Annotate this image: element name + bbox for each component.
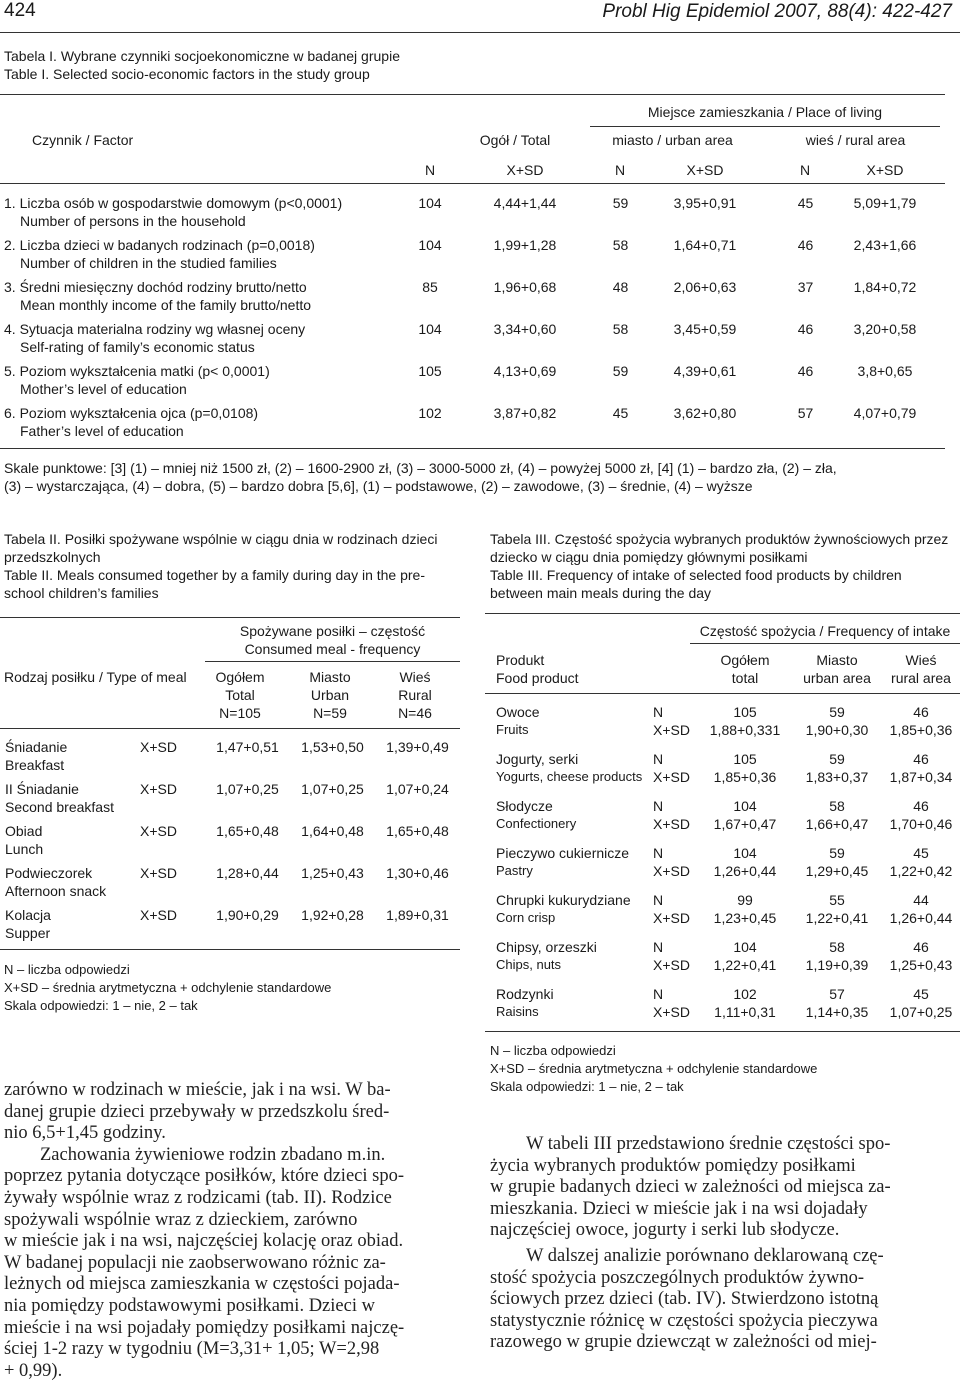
table3-product-en: Yogurts, cheese products	[496, 769, 643, 784]
table2-cell: 1,47+0,51	[216, 739, 279, 755]
table1-cell: 1,64+0,71	[673, 237, 737, 253]
table3-value-cell: 1,90+0,30	[805, 722, 869, 738]
table3-n-cell: 44	[913, 892, 929, 908]
table2-cell: 1,28+0,44	[216, 865, 279, 881]
body-right-line: stość spożycia poszczególnych produktów żywno-	[490, 1267, 865, 1288]
table3-n-cell: 104	[733, 939, 757, 955]
table2-meal-pl: Śniadanie	[5, 739, 68, 755]
table1-total-header: Ogół / Total	[479, 132, 551, 148]
body-left-line: W badanej populacji nie zaobserwowano różnic za-	[4, 1252, 386, 1273]
table3-product-en: Corn crisp	[496, 910, 556, 925]
table2-cell: 1,90+0,29	[216, 907, 279, 923]
table1-cell: 3,95+0,91	[673, 195, 737, 211]
table1-xsd-rural: X+SD	[866, 162, 904, 178]
table3-n-cell: 58	[829, 798, 845, 814]
table3-xsd-label: X+SD	[653, 816, 690, 832]
table1-cell: 59	[612, 195, 629, 211]
body-left-line: nia pomiędzy podstawowymi posiłkami. Dzieci w	[4, 1296, 375, 1316]
table1-cell: 46	[797, 237, 814, 253]
table1-factor-pl: 3. Średni miesięczny dochód rodziny brutto/netto	[4, 279, 307, 295]
body-right-line: W dalszej analizie porównano deklarowaną czę-	[526, 1246, 884, 1266]
table2-meal-en: Afternoon snack	[5, 883, 107, 899]
table1-cell: 1,99+1,28	[493, 237, 557, 253]
table3-xsd-label: X+SD	[653, 722, 690, 738]
table3-product-en: Fruits	[496, 722, 529, 737]
table2-xsd: X+SD	[140, 781, 177, 797]
table3-value-cell: 1,85+0,36	[713, 769, 777, 785]
table3-n-cell: 46	[913, 939, 929, 955]
table3-n-label: N	[653, 986, 664, 1002]
table2-cell: 1,25+0,43	[301, 865, 364, 881]
table1-cell: 45	[797, 195, 814, 211]
table2-meal-pl: Kolacja	[5, 907, 51, 923]
table1-xsd-urban: X+SD	[686, 162, 724, 178]
table3-product-pl: Chrupki kukurydziane	[496, 892, 631, 908]
body-right-line: mieszkania. Dzieci w mieście jak i na wsi dojadały	[490, 1198, 868, 1219]
table1-rural-header: wieś / rural area	[805, 132, 906, 148]
table2-meal-pl: II Śniadanie	[5, 781, 79, 797]
table1-cell: 3,45+0,59	[673, 321, 737, 337]
table2-freq-rule	[205, 661, 460, 662]
table2-caption-l4: school children’s families	[4, 585, 159, 601]
table3-n-cell: 45	[913, 986, 929, 1002]
table1-cell: 104	[418, 321, 442, 337]
table3-value-cell: 1,29+0,45	[805, 863, 869, 879]
table2-cell: 1,07+0,25	[216, 781, 279, 797]
table3-value-cell: 1,26+0,44	[713, 863, 777, 879]
table1-factor-en: Self-rating of family’s economic status	[20, 339, 255, 355]
body-left-line: w mieście jak i na wsi, najczęściej kolację oraz obiad.	[4, 1231, 404, 1252]
table3-n-cell: 59	[829, 751, 845, 767]
table1-cell: 3,62+0,80	[673, 405, 737, 421]
table1-caption-pl: Tabela I. Wybrane czynniki socjoekonomiczne w badanej grupie	[4, 48, 400, 64]
table1-factor-en: Mean monthly income of the family brutto/netto	[20, 297, 312, 313]
table2-cell: 1,65+0,48	[386, 823, 449, 839]
table2-cell: 1,39+0,49	[386, 739, 449, 755]
table1-cell: 58	[612, 237, 629, 253]
table3-note-n: N – liczba odpowiedzi	[490, 1043, 616, 1058]
table1-cell: 3,8+0,65	[857, 363, 913, 379]
table3-col2-l2: urban area	[803, 670, 871, 686]
table3-n-cell: 105	[733, 704, 757, 720]
table3-col3-l1: Wieś	[905, 652, 937, 668]
table2-caption-l3: Table II. Meals consumed together by a family during day in the pre-	[4, 567, 425, 583]
body-left-line: spożywali wspólnie wraz z dzieckiem, zarówno	[4, 1209, 358, 1230]
table3-product-en: Raisins	[496, 1004, 539, 1019]
table1-place-header: Miejsce zamieszkania / Place of living	[647, 104, 883, 120]
table2-meal-en: Lunch	[5, 841, 44, 857]
table1-bottom-rule	[0, 448, 945, 449]
table1-top-rule	[0, 94, 945, 95]
table1-cell: 48	[612, 279, 629, 295]
table1-cell: 4,44+1,44	[493, 195, 557, 211]
table3-n-cell: 104	[733, 845, 757, 861]
body-right-line: ściowych przez dzieci (tab. IV). Stwierdzono istotną	[490, 1289, 879, 1310]
body-right-line: w grupie badanych dzieci w zależności od miejsca za-	[490, 1177, 891, 1198]
body-right-line: najczęściej owoce, jogurty i serki lub słodycze.	[490, 1220, 840, 1241]
table1-n-total: N	[425, 162, 436, 178]
table3-n-cell: 105	[733, 751, 757, 767]
table1-cell: 3,20+0,58	[853, 321, 917, 337]
table2-note-n: N – liczba odpowiedzi	[4, 962, 130, 977]
table3-n-label: N	[653, 939, 664, 955]
table2-meal-en: Breakfast	[5, 757, 65, 773]
table3-n-label: N	[653, 704, 664, 720]
table1-scale-note-1: Skale punktowe: [3] (1) – mniej niż 1500 zł, (2) – 1600-2900 zł, (3) – 3000-5000 zł, (4) – powyżej 5000 zł, [4] (1) – bardzo zła, (2) – zła,	[4, 460, 837, 476]
table3-caption-l3: Table III. Frequency of intake of selected food products by children	[490, 567, 902, 583]
body-left-line: zarówno w rodzinach w mieście, jak i na wsi. W ba-	[4, 1080, 391, 1100]
table1-xsd-total: X+SD	[506, 162, 544, 178]
table2-caption-l2: przedszkolnych	[4, 549, 101, 565]
journal-reference: Probl Hig Epidemiol 2007, 88(4): 422-427	[602, 1, 952, 22]
table3-product-pl: Owoce	[496, 704, 540, 720]
table3-value-cell: 1,85+0,36	[889, 722, 953, 738]
table3-top-rule	[485, 613, 960, 614]
table3-xsd-label: X+SD	[653, 769, 690, 785]
table3-value-cell: 1,87+0,34	[889, 769, 953, 785]
table3-n-label: N	[653, 892, 664, 908]
table2-note-scale: Skala odpowiedzi: 1 – nie, 2 – tak	[4, 998, 198, 1013]
table1-factor-pl: 5. Poziom wykształcenia matki (p< 0,0001)	[4, 363, 270, 379]
table2-col1-l3: N=105	[219, 705, 261, 721]
table2-meal-pl: Obiad	[5, 823, 43, 839]
table1-cell: 5,09+1,79	[853, 195, 917, 211]
body-left-line: nio 6,5+1,45 godziny.	[4, 1123, 166, 1144]
table1-cell: 102	[418, 405, 442, 421]
table3-caption-l4: between main meals during the day	[490, 585, 712, 601]
table1-cell: 58	[612, 321, 629, 337]
table3-n-cell: 45	[913, 845, 929, 861]
table3-value-cell: 1,83+0,37	[805, 769, 869, 785]
table1-urban-header: miasto / urban area	[612, 132, 733, 148]
body-left-line: Zachowania żywieniowe rodzin zbadano m.in.	[40, 1144, 386, 1165]
table1-cell: 1,96+0,68	[493, 279, 557, 295]
table1-cell: 37	[797, 279, 814, 295]
table3-value-cell: 1,88+0,331	[709, 722, 781, 738]
table2-cell: 1,07+0,24	[386, 781, 449, 797]
table2-col2-l3: N=59	[313, 705, 347, 721]
body-right-line: życia wybranych produktów pomiędzy posiłkami	[490, 1155, 856, 1176]
table1-cell: 3,34+0,60	[493, 321, 557, 337]
table2-cell: 1,53+0,50	[301, 739, 364, 755]
table2-cell: 1,65+0,48	[216, 823, 279, 839]
body-right-line: statystycznie różnicę w częstości spożycia pieczywa	[490, 1310, 878, 1331]
table2-meal-pl: Podwieczorek	[5, 865, 93, 881]
table3-n-cell: 99	[737, 892, 753, 908]
table2-xsd: X+SD	[140, 739, 177, 755]
table2-top-rule	[0, 617, 460, 618]
table3-value-cell: 1,07+0,25	[889, 1004, 953, 1020]
table1-factor-en: Number of children in the studied families	[20, 255, 277, 271]
table1-cell: 4,07+0,79	[853, 405, 917, 421]
table3-product-en: Pastry	[496, 863, 533, 878]
table2-cell: 1,07+0,25	[301, 781, 364, 797]
table3-n-cell: 46	[913, 704, 929, 720]
table1-factor-pl: 4. Sytuacja materialna rodziny wg własnej oceny	[4, 321, 306, 337]
table1-factor-pl: 1. Liczba osób w gospodarstwie domowym (p<0,0001)	[4, 195, 343, 211]
table3-value-cell: 1,22+0,41	[805, 910, 869, 926]
table3-col1-l2: total	[731, 670, 759, 686]
table3-product-pl: Jogurty, serki	[496, 751, 579, 767]
table2-col2-l2: Urban	[310, 687, 350, 703]
table1-factor-pl: 6. Poziom wykształcenia ojca (p=0,0108)	[4, 405, 259, 421]
table1-cell: 2,43+1,66	[853, 237, 917, 253]
body-left-line: danej grupie dzieci przebywały w przedszkolu śred-	[4, 1101, 390, 1122]
table1-scale-note-2: (3) – wystarczająca, (4) – dobra, (5) – bardzo dobra [5,6], (1) – podstawowe, (2) – zawodowe, (3) – średnie, (4) – wyższe	[4, 478, 753, 494]
table2-header-rule	[0, 728, 460, 729]
table1-n-rural: N	[800, 162, 811, 178]
table2-cell: 1,30+0,46	[386, 865, 449, 881]
table3-xsd-label: X+SD	[653, 957, 690, 973]
table2-col1-l2: Total	[225, 687, 255, 703]
table3-value-cell: 1,26+0,44	[889, 910, 953, 926]
table1-cell: 104	[418, 195, 442, 211]
table3-product-en: Confectionery	[496, 816, 577, 831]
table3-n-label: N	[653, 845, 664, 861]
table2-col1-l1: Ogółem	[215, 669, 265, 685]
table1-cell: 104	[418, 237, 442, 253]
table3-xsd-label: X+SD	[653, 863, 690, 879]
table1-cell: 4,39+0,61	[673, 363, 737, 379]
body-left-line: + 0,99).	[4, 1360, 63, 1381]
table2-caption-l1: Tabela II. Posiłki spożywane wspólnie w ciągu dnia w rodzinach dzieci	[4, 531, 438, 547]
table3-value-cell: 1,25+0,43	[889, 957, 953, 973]
table1-factor-en: Mother’s level of education	[20, 381, 187, 397]
table1-cell: 4,13+0,69	[493, 363, 557, 379]
table2-freq-pl: Spożywane posiłki – częstość	[239, 623, 426, 639]
page-number: 424	[4, 0, 36, 21]
table3-note-scale: Skala odpowiedzi: 1 – nie, 2 – tak	[490, 1079, 684, 1094]
table3-value-cell: 1,67+0,47	[713, 816, 777, 832]
table3-n-cell: 57	[829, 986, 845, 1002]
table3-n-label: N	[653, 798, 664, 814]
table2-col2-l1: Miasto	[309, 669, 351, 685]
table3-n-cell: 58	[829, 939, 845, 955]
table3-n-cell: 102	[733, 986, 757, 1002]
table1-caption-en: Table I. Selected socio-economic factors in the study group	[4, 66, 370, 82]
table3-n-cell: 46	[913, 798, 929, 814]
table2-col3-l3: N=46	[398, 705, 432, 721]
table3-n-cell: 59	[829, 845, 845, 861]
table1-cell: 59	[612, 363, 629, 379]
table3-header-rule	[485, 693, 960, 694]
body-left-line: żywały wspólnie wraz z rodzicami (tab. II). Rodzice	[4, 1188, 392, 1208]
table2-xsd: X+SD	[140, 907, 177, 923]
table1-header-rule	[0, 183, 945, 184]
header-rule	[0, 32, 960, 33]
table3-product-en: Chips, nuts	[496, 957, 562, 972]
table2-col3-l1: Wieś	[399, 669, 431, 685]
body-left-line: poprzez pytania dotyczące posiłków, które dzieci spo-	[4, 1166, 404, 1187]
table3-note-xsd: X+SD – średnia arytmetyczna + odchylenie standardowe	[490, 1061, 818, 1076]
table3-xsd-label: X+SD	[653, 1004, 690, 1020]
body-right-line: razowego w grupie dziewcząt w zależności od miej-	[490, 1332, 877, 1353]
table1-cell: 85	[422, 279, 438, 295]
table2-note-xsd: X+SD – średnia arytmetyczna + odchylenie standardowe	[4, 980, 332, 995]
table2-cell: 1,92+0,28	[301, 907, 364, 923]
table2-xsd: X+SD	[140, 865, 177, 881]
table3-value-cell: 1,11+0,31	[714, 1004, 776, 1020]
table1-n-urban: N	[615, 162, 626, 178]
body-right-line: W tabeli III przedstawiono średnie częstości spo-	[526, 1134, 891, 1154]
table3-n-cell: 59	[829, 704, 845, 720]
table2-xsd: X+SD	[140, 823, 177, 839]
table3-xsd-label: X+SD	[653, 910, 690, 926]
table3-product-pl: Rodzynki	[496, 986, 554, 1002]
table3-product-pl: Słodycze	[496, 798, 553, 814]
table1-cell: 105	[418, 363, 442, 379]
table1-cell: 46	[797, 363, 814, 379]
table3-product-en: Food product	[496, 670, 579, 686]
table3-col2-l1: Miasto	[816, 652, 858, 668]
table1-cell: 45	[612, 405, 629, 421]
table1-cell: 2,06+0,63	[673, 279, 737, 295]
table3-product-pl: Pieczywo cukiernicze	[496, 845, 630, 861]
table2-cell: 1,64+0,48	[301, 823, 364, 839]
table3-n-cell: 46	[913, 751, 929, 767]
table2-meal-en: Supper	[5, 925, 51, 941]
table2-freq-en: Consumed meal - frequency	[244, 641, 421, 657]
table1-place-rule	[590, 126, 940, 127]
table1-factor-header: Czynnik / Factor	[32, 132, 134, 148]
table3-bottom-rule	[485, 1031, 960, 1032]
table3-col1-l1: Ogółem	[720, 652, 770, 668]
body-left-line: leżnych od miejsca zamieszkania w częstości pojada-	[4, 1274, 400, 1295]
body-left-line: ściej 1-2 razy w tygodniu (M=3,31+ 1,05; W=2,98	[4, 1339, 380, 1360]
table3-product-pl: Chipsy, orzeszki	[496, 939, 597, 955]
table3-value-cell: 1,70+0,46	[889, 816, 953, 832]
table3-value-cell: 1,19+0,39	[805, 957, 869, 973]
table3-freq-rule	[690, 643, 960, 644]
table2-col3-l2: Rural	[398, 687, 432, 703]
table2-cell: 1,89+0,31	[386, 907, 449, 923]
table3-caption-l1: Tabela III. Częstość spożycia wybranych produktów żywnościowych przez	[490, 531, 949, 547]
table3-value-cell: 1,22+0,42	[889, 863, 953, 879]
table1-cell: 57	[797, 405, 814, 421]
table1-factor-en: Father’s level of education	[20, 423, 184, 439]
table3-n-cell: 104	[733, 798, 757, 814]
table3-value-cell: 1,66+0,47	[805, 816, 869, 832]
table3-freq-header: Częstość spożycia / Frequency of intake	[699, 623, 951, 639]
table1-cell: 3,87+0,82	[493, 405, 557, 421]
table3-n-label: N	[653, 751, 664, 767]
table3-caption-l2: dziecko w ciągu dnia pomiędzy głównymi posiłkami	[490, 549, 808, 565]
table3-col3-l2: rural area	[891, 670, 951, 686]
table3-n-cell: 55	[829, 892, 845, 908]
table3-value-cell: 1,14+0,35	[805, 1004, 869, 1020]
table1-cell: 1,84+0,72	[853, 279, 917, 295]
table1-cell: 46	[797, 321, 814, 337]
table2-meal-en: Second breakfast	[5, 799, 114, 815]
table3-value-cell: 1,22+0,41	[713, 957, 777, 973]
body-left-line: mieście i na wsi pojadały pomiędzy posiłkami najczę-	[4, 1317, 405, 1338]
table1-factor-pl: 2. Liczba dzieci w badanych rodzinach (p=0,0018)	[4, 237, 315, 253]
table1-factor-en: Number of persons in the household	[20, 213, 246, 229]
table3-value-cell: 1,23+0,45	[713, 910, 777, 926]
table2-meal-header: Rodzaj posiłku / Type of meal	[4, 669, 187, 685]
table3-product-pl: Produkt	[496, 652, 545, 668]
table2-bottom-rule	[0, 949, 460, 950]
